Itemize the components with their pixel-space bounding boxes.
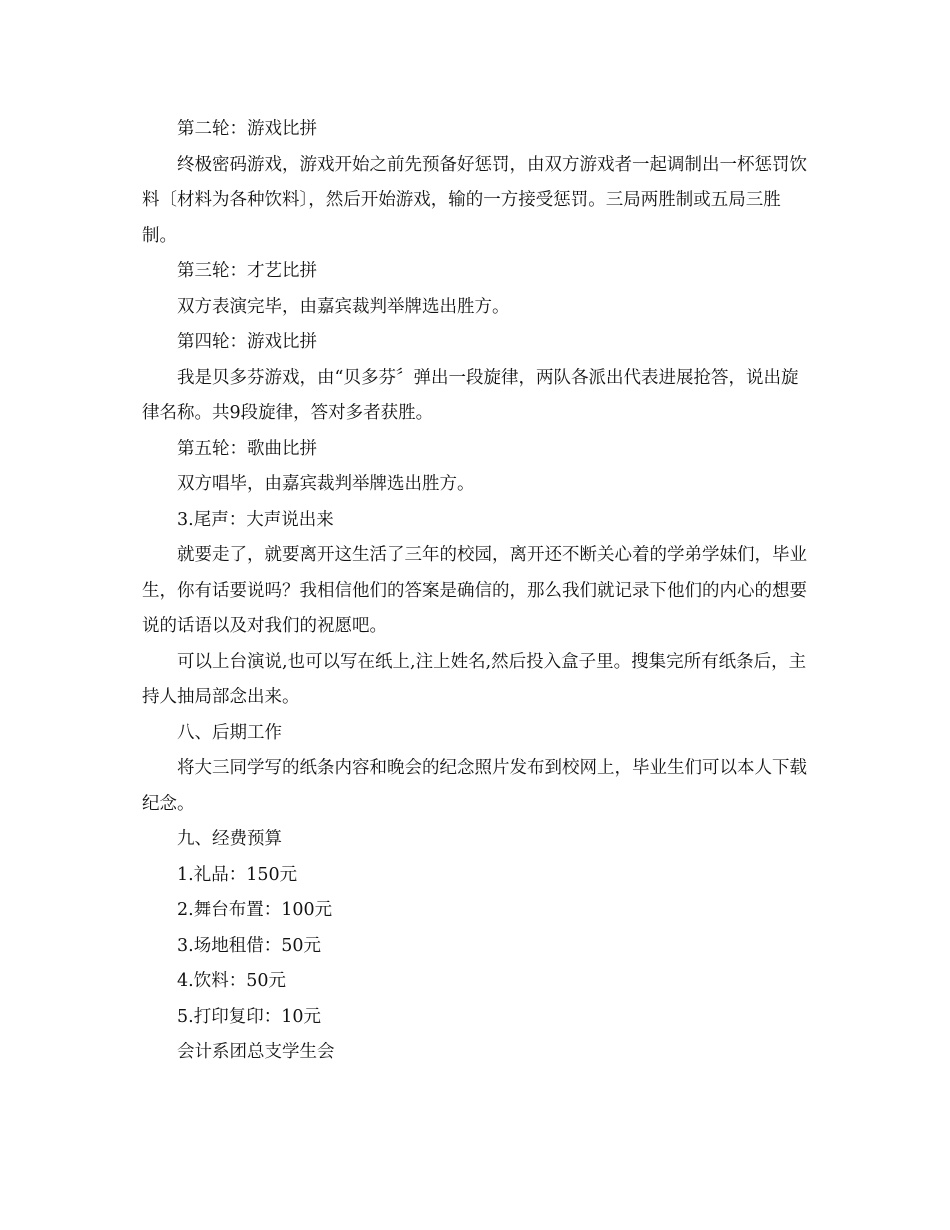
paragraph-epilogue-intro: 就要走了，就要离开这生活了三年的校园，离开还不断关心着的学弟学妹们，毕业生，你有话要说吗？我相信他们的答案是确信的，那么我们就记录下他们的内心的想要说的话语以及对我们的祝愿吧。 bbox=[142, 545, 807, 636]
budget-item-printing: 5.打印复印：10元 bbox=[177, 1006, 321, 1027]
paragraph-round-three-description: 双方表演完毕，由嘉宾裁判举牌选出胜方。 bbox=[177, 296, 510, 317]
heading-budget: 九、经费预算 bbox=[177, 829, 282, 849]
paragraph-epilogue-method: 可以上台演说,也可以写在纸上,注上姓名,然后投入盒子里。搜集完所有纸条后，主持人抽局部念出来。 bbox=[142, 651, 807, 707]
paragraph-round-four-description: 我是贝多芬游戏，由“贝多芬〞弹出一段旋律，两队各派出代表进展抢答，说出旋律名称。共9段旋律，答对多者获胜。 bbox=[142, 367, 799, 423]
budget-item-stage: 2.舞台布置：100元 bbox=[177, 900, 333, 920]
heading-epilogue: 3.尾声：大声说出来 bbox=[177, 509, 334, 530]
paragraph-round-two-description: 终极密码游戏，游戏开始之前先预备好惩罚，由双方游戏者一起调制出一杯惩罚饮料〔材料为各种饮料〕，然后开始游戏，输的一方接受惩罚。三局两胜制或五局三胜制。 bbox=[142, 154, 807, 246]
heading-round-two: 第二轮：游戏比拼 bbox=[177, 119, 317, 139]
document-body bbox=[142, 112, 810, 1071]
heading-round-three: 第三轮：才艺比拼 bbox=[177, 261, 317, 281]
heading-round-four: 第四轮：游戏比拼 bbox=[177, 332, 317, 352]
heading-round-five: 第五轮：歌曲比拼 bbox=[177, 438, 317, 459]
budget-item-gifts: 1.礼品：150元 bbox=[177, 864, 298, 885]
paragraph-round-five-description: 双方唱毕，由嘉宾裁判举牌选出胜方。 bbox=[177, 474, 475, 494]
budget-item-venue: 3.场地租借：50元 bbox=[177, 935, 321, 956]
signature-organization: 会计系团总支学生会 bbox=[177, 1042, 335, 1062]
heading-follow-up-work: 八、后期工作 bbox=[177, 722, 282, 743]
paragraph-follow-up-work: 将大三同学写的纸条内容和晚会的纪念照片发布到校网上，毕业生们可以本人下载纪念。 bbox=[142, 758, 807, 814]
budget-item-drinks: 4.饮料：50元 bbox=[177, 971, 286, 991]
